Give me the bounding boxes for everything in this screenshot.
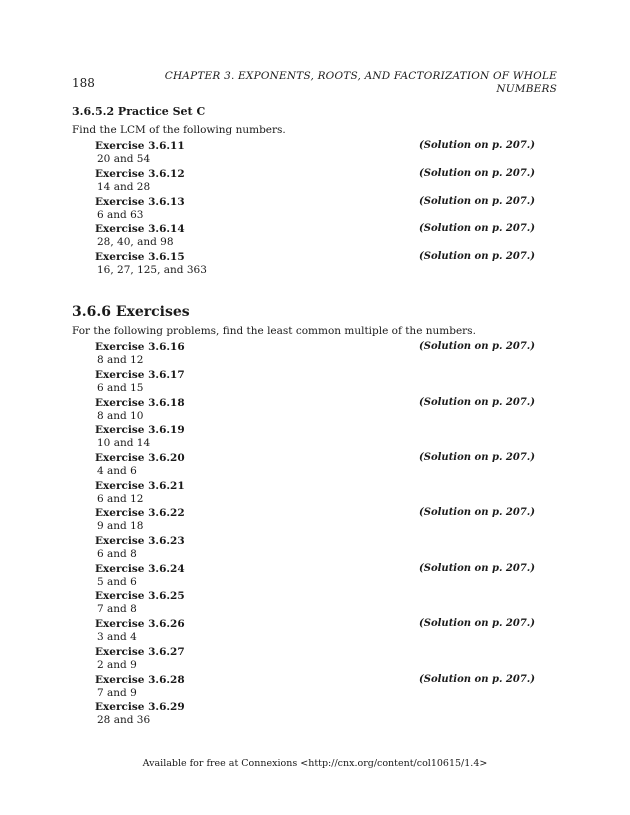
solution-link[interactable]: (Solution on p. 207.) (419, 140, 535, 151)
solution-link[interactable]: (Solution on p. 207.) (419, 618, 535, 629)
exercise-title: Exercise 3.6.15 (95, 251, 185, 263)
exercise-item (95, 251, 535, 277)
running-head (157, 70, 557, 96)
exercise-item (95, 563, 535, 589)
exercise-item (95, 535, 535, 561)
exercise-problem: 28 and 36 (97, 714, 151, 726)
exercises-heading: 3.6.6 Exercises (72, 304, 190, 320)
exercise-item (95, 646, 535, 672)
solution-link[interactable]: (Solution on p. 207.) (419, 452, 535, 463)
exercises-intro: For the following problems, find the least common multiple of the numbers. (72, 325, 476, 337)
exercise-problem: 2 and 9 (97, 659, 137, 671)
exercise-item (95, 223, 535, 249)
practice-set-intro: Find the LCM of the following numbers. (72, 124, 286, 136)
exercise-problem: 7 and 9 (97, 687, 137, 699)
solution-link[interactable]: (Solution on p. 207.) (419, 674, 535, 685)
exercise-title: Exercise 3.6.20 (95, 452, 185, 464)
solution-link[interactable]: (Solution on p. 207.) (419, 507, 535, 518)
exercise-item (95, 674, 535, 700)
exercise-title: Exercise 3.6.12 (95, 168, 185, 180)
exercise-item (95, 196, 535, 222)
exercise-problem: 6 and 63 (97, 209, 144, 221)
solution-link[interactable]: (Solution on p. 207.) (419, 196, 535, 207)
exercise-problem: 16, 27, 125, and 363 (97, 264, 207, 276)
exercise-title: Exercise 3.6.19 (95, 424, 185, 436)
exercise-problem: 8 and 12 (97, 354, 144, 366)
exercise-title: Exercise 3.6.14 (95, 223, 185, 235)
exercise-title: Exercise 3.6.21 (95, 480, 185, 492)
exercise-title: Exercise 3.6.18 (95, 397, 185, 409)
page-number: 188 (72, 76, 95, 90)
exercise-item (95, 140, 535, 166)
exercise-item (95, 369, 535, 395)
exercise-title: Exercise 3.6.24 (95, 563, 185, 575)
exercise-problem: 20 and 54 (97, 153, 151, 165)
solution-link[interactable]: (Solution on p. 207.) (419, 251, 535, 262)
running-head-line1: CHAPTER 3. EXPONENTS, ROOTS, AND FACTORIZATION OF WHOLE (164, 70, 557, 82)
exercise-item (95, 590, 535, 616)
practice-set-heading: 3.6.5.2 Practice Set C (72, 105, 206, 118)
exercise-item (95, 397, 535, 423)
solution-link[interactable]: (Solution on p. 207.) (419, 341, 535, 352)
solution-link[interactable]: (Solution on p. 207.) (419, 563, 535, 574)
exercise-item (95, 618, 535, 644)
solution-link[interactable]: (Solution on p. 207.) (419, 168, 535, 179)
exercise-problem: 3 and 4 (97, 631, 137, 643)
exercise-item (95, 341, 535, 367)
exercise-title: Exercise 3.6.17 (95, 369, 185, 381)
exercise-title: Exercise 3.6.25 (95, 590, 185, 602)
exercise-item (95, 452, 535, 478)
page-footer: Available for free at Connexions <http://cnx.org/content/col10615/1.4> (142, 758, 488, 769)
exercise-problem: 5 and 6 (97, 576, 137, 588)
exercise-problem: 6 and 12 (97, 493, 144, 505)
exercise-title: Exercise 3.6.16 (95, 341, 185, 353)
exercise-title: Exercise 3.6.23 (95, 535, 185, 547)
exercise-title: Exercise 3.6.27 (95, 646, 185, 658)
exercise-item (95, 480, 535, 506)
exercise-problem: 6 and 8 (97, 548, 137, 560)
exercise-problem: 4 and 6 (97, 465, 137, 477)
exercise-title: Exercise 3.6.26 (95, 618, 185, 630)
exercise-item (95, 168, 535, 194)
exercise-problem: 10 and 14 (97, 437, 151, 449)
exercise-title: Exercise 3.6.29 (95, 701, 185, 713)
exercise-problem: 8 and 10 (97, 410, 144, 422)
exercise-title: Exercise 3.6.28 (95, 674, 185, 686)
exercise-title: Exercise 3.6.13 (95, 196, 185, 208)
exercise-problem: 7 and 8 (97, 603, 137, 615)
running-head-line2: NUMBERS (496, 83, 557, 95)
exercise-title: Exercise 3.6.22 (95, 507, 185, 519)
solution-link[interactable]: (Solution on p. 207.) (419, 223, 535, 234)
exercise-title: Exercise 3.6.11 (95, 140, 185, 152)
exercise-problem: 6 and 15 (97, 382, 144, 394)
exercise-item (95, 701, 535, 727)
solution-link[interactable]: (Solution on p. 207.) (419, 397, 535, 408)
exercise-problem: 9 and 18 (97, 520, 144, 532)
exercise-problem: 14 and 28 (97, 181, 151, 193)
exercise-item (95, 507, 535, 533)
exercise-item (95, 424, 535, 450)
exercise-problem: 28, 40, and 98 (97, 236, 174, 248)
